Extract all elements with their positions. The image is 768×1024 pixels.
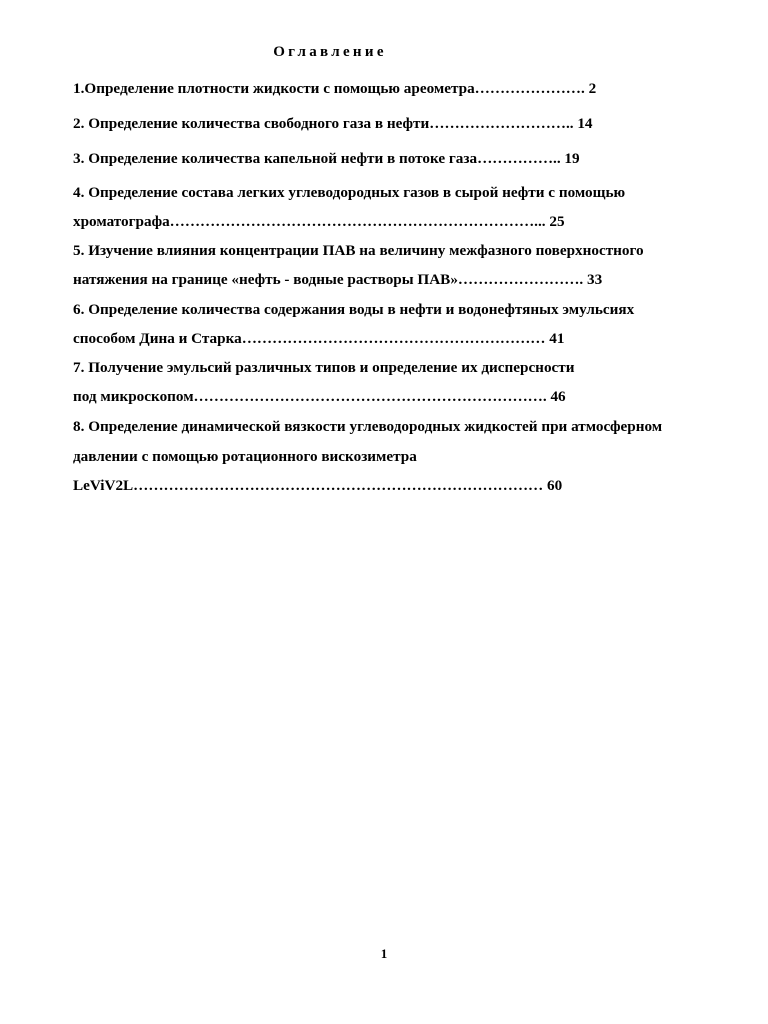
- page-number: 1: [380, 946, 388, 961]
- toc-title: Оглавление: [273, 44, 387, 60]
- toc-entry-7-line-1: 7. Получение эмульсий различных типов и определение их дисперсности: [73, 359, 575, 376]
- toc-entry-4-line-2: хроматографа………………………………………………………………... 25: [73, 213, 565, 230]
- toc-entry-5-line-2: натяжения на границе «нефть - водные растворы ПАВ»……………………. 33: [73, 271, 603, 288]
- toc-entry-8-line-3: LeViV2L……………………………………………………………………… 60: [73, 477, 563, 494]
- toc-entry-8-line-2: давлении с помощью ротационного вискозиметра: [73, 448, 417, 465]
- toc-entry-6-line-1: 6. Определение количества содержания воды в нефти и водонефтяных эмульсиях: [73, 301, 635, 318]
- toc-entry-5-line-1: 5. Изучение влияния концентрации ПАВ на величину межфазного поверхностного: [73, 242, 644, 259]
- toc-entry-3: 3. Определение количества капельной нефти в потоке газа…………….. 19: [73, 150, 580, 167]
- toc-entry-2: 2. Определение количества свободного газа в нефти……………………….. 14: [73, 115, 593, 132]
- toc-entry-8-line-1: 8. Определение динамической вязкости углеводородных жидкостей при атмосферном: [73, 418, 663, 435]
- toc-entry-1: 1.Определение плотности жидкости с помощью ареометра…………………. 2: [73, 80, 597, 97]
- toc-entry-6-line-2: способом Дина и Старка…………………………………………………… 41: [73, 330, 565, 347]
- toc-entry-4-line-1: 4. Определение состава легких углеводородных газов в сырой нефти с помощью: [73, 184, 626, 201]
- toc-entry-7-line-2: под микроскопом……………………………………………………………. 46: [73, 388, 566, 405]
